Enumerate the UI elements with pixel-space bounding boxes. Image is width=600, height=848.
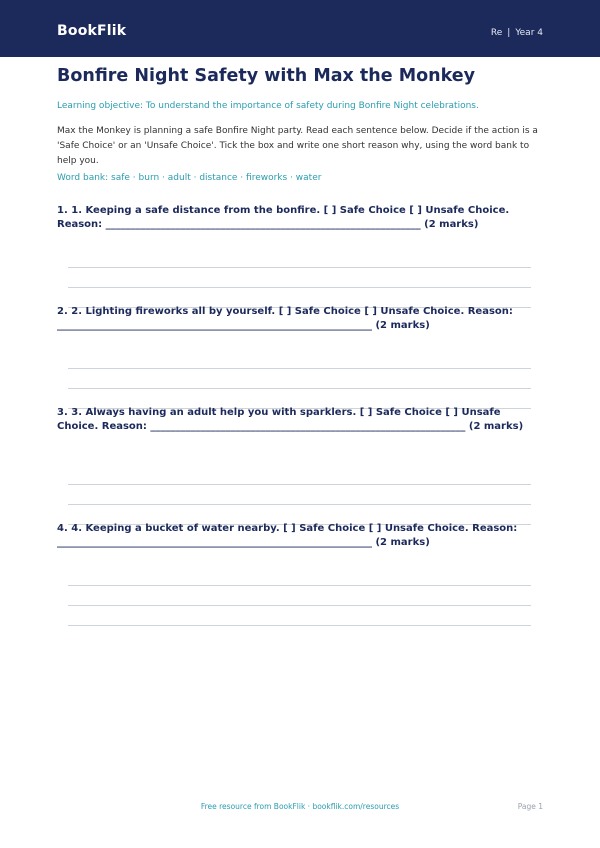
answer-line[interactable] xyxy=(68,504,531,505)
question-1: 1. 1. Keeping a safe distance from the bonfire. [ ] Safe Choice [ ] Unsafe Choice. Reason: _______________________________________________________________ (2 marks) xyxy=(57,205,510,230)
question-2: 2. 2. Lighting fireworks all by yourself. [ ] Safe Choice [ ] Unsafe Choice. Reason: _______________________________________________________________ (2 marks) xyxy=(57,306,513,331)
answer-line[interactable] xyxy=(68,625,531,626)
brand-logo: BookFlik xyxy=(57,23,127,39)
subject-label: Re xyxy=(490,28,503,38)
header-meta xyxy=(491,28,543,38)
year-label: Year 4 xyxy=(515,28,543,38)
answer-line[interactable] xyxy=(68,388,531,389)
answer-line[interactable] xyxy=(68,287,531,288)
answer-line[interactable] xyxy=(68,368,531,369)
footer-text: Free resource from BookFlik · bookflik.com/resources xyxy=(200,802,400,811)
page-number: Page 1 xyxy=(517,802,543,811)
meta-separator: | xyxy=(507,28,511,38)
question-3: 3. 3. Always having an adult help you with sparklers. [ ] Safe Choice [ ] Unsafe Choice. Reason: _______________________________________________________________ (2 marks) xyxy=(57,407,524,432)
answer-line[interactable] xyxy=(68,605,531,606)
answer-line[interactable] xyxy=(68,267,531,268)
learning-objective: Learning objective: To understand the importance of safety during Bonfire Night celebrations. xyxy=(57,101,479,111)
question-4: 4. 4. Keeping a bucket of water nearby. [ ] Safe Choice [ ] Unsafe Choice. Reason: _______________________________________________________________ (2 marks) xyxy=(57,523,518,548)
word-bank: Word bank: safe · burn · adult · distance · fireworks · water xyxy=(57,173,322,183)
page-title: Bonfire Night Safety with Max the Monkey xyxy=(57,66,476,86)
answer-line[interactable] xyxy=(68,585,531,586)
answer-line[interactable] xyxy=(68,484,531,485)
intro-text: Max the Monkey is planning a safe Bonfire Night party. Read each sentence below. Decide if the action is a 'Safe Choice' or an 'Unsafe Choice'. Tick the box and write one short reason why, using the word bank to help you. xyxy=(57,126,538,166)
page-header xyxy=(0,0,600,57)
